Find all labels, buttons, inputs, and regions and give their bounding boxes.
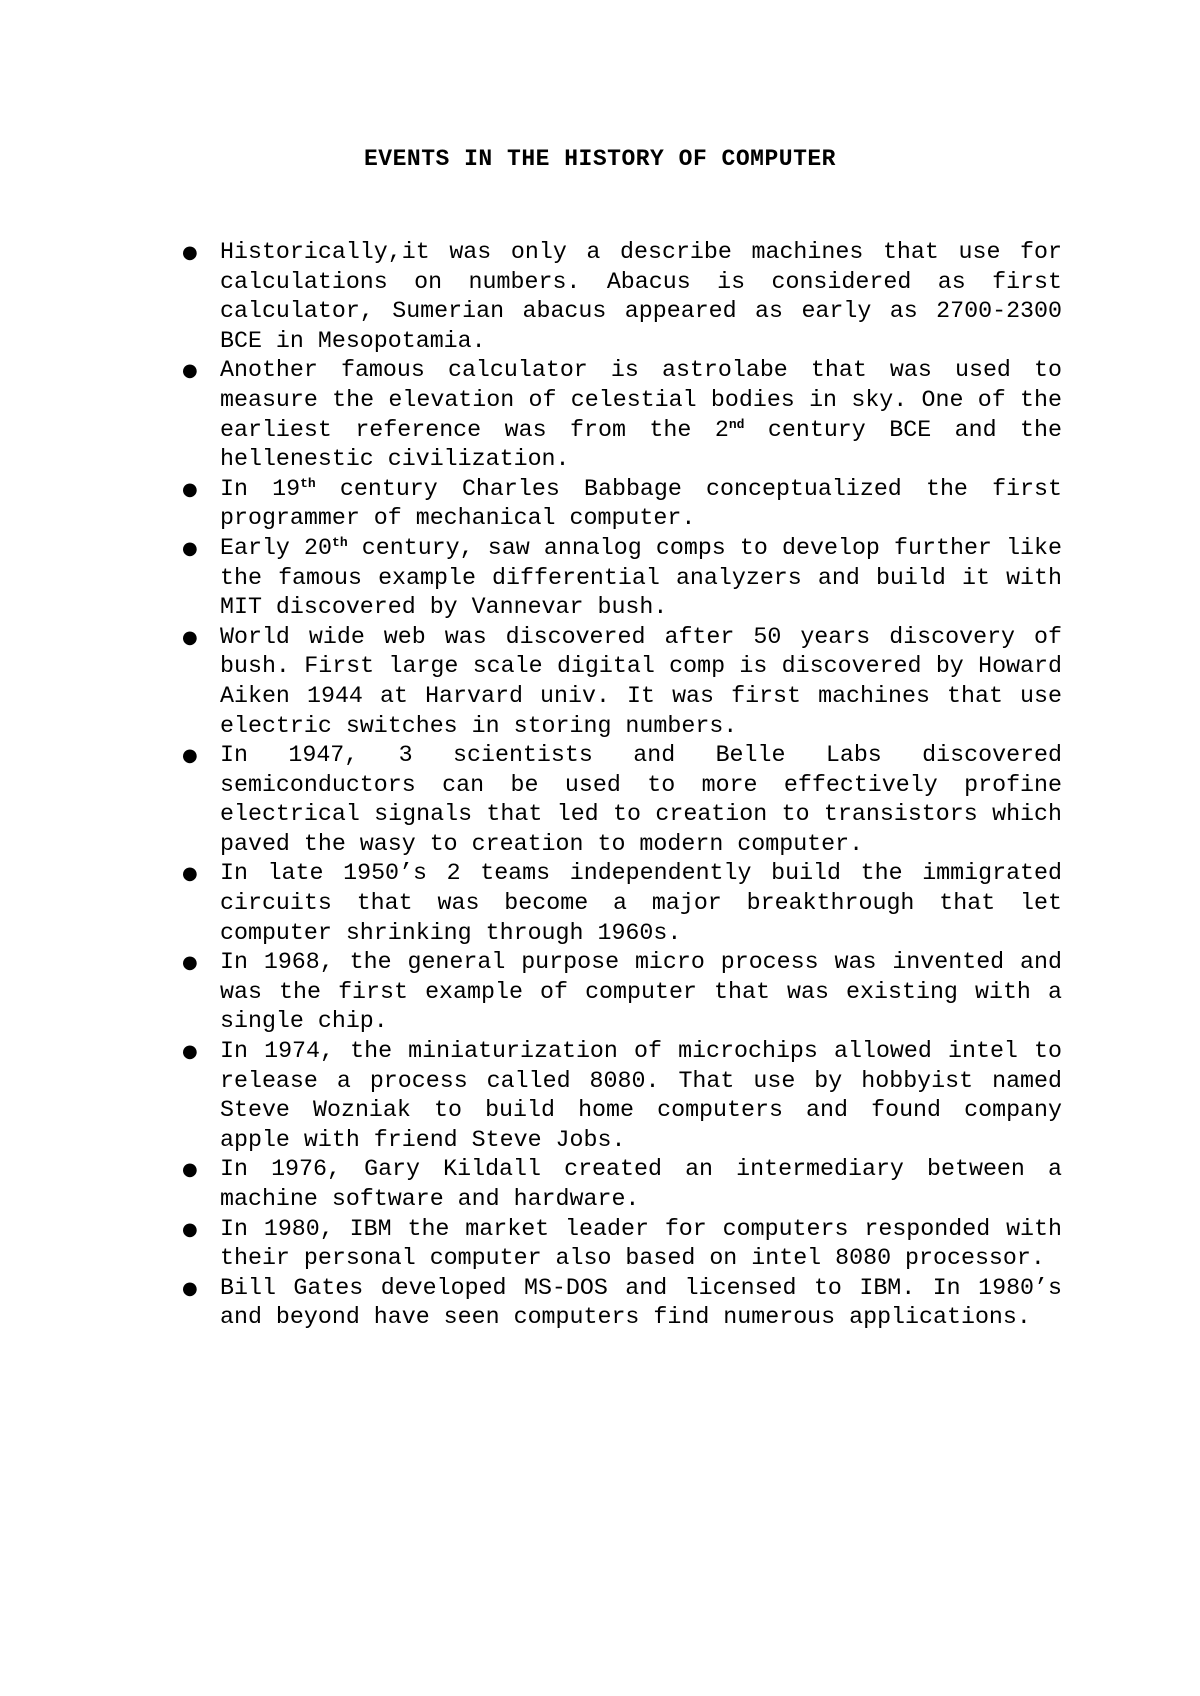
- list-item: [182, 741, 1062, 859]
- list-item: [182, 238, 1062, 356]
- bullet-icon: ●: [182, 952, 198, 974]
- list-item: [182, 948, 1062, 1037]
- ordinal-suffix: nd: [728, 416, 745, 432]
- list-item-text: In 1968, the general purpose micro process was invented and was the first example of computer that was existing with a single chip.: [220, 949, 1062, 1035]
- bullet-icon: ●: [182, 626, 198, 648]
- bullet-icon: ●: [182, 537, 198, 559]
- list-item-text: In 19: [220, 475, 301, 502]
- bullet-icon: ●: [182, 863, 198, 885]
- list-item-text: century BCE and the hellenestic civilization.: [220, 416, 1062, 473]
- list-item-text: World wide web was discovered after 50 years discovery of bush. First large scale digital comp is discovered by Howard Aiken 1944 at Harvard univ. It was first machines that use electric switches in storing numbers.: [220, 623, 1062, 739]
- events-list: [182, 238, 1062, 1333]
- list-item: [182, 534, 1062, 623]
- list-item: [182, 623, 1062, 741]
- bullet-icon: ●: [182, 745, 198, 767]
- list-item: [182, 1037, 1062, 1155]
- bullet-icon: ●: [182, 360, 198, 382]
- list-item-text: In 1947, 3 scientists and Belle Labs discovered semiconductors can be used to more effectively profine electrical signals that led to creation to transistors which paved the wasy to creation to modern computer.: [220, 742, 1062, 857]
- list-item-text: Bill Gates developed MS-DOS and licensed to IBM. In 1980’s and beyond have seen computers find numerous applications.: [220, 1274, 1062, 1331]
- page-title: EVENTS IN THE HISTORY OF COMPUTER: [364, 146, 836, 172]
- list-item-text: Early 20: [220, 534, 333, 561]
- bullet-icon: ●: [182, 1159, 198, 1181]
- list-item-text: Historically,it was only a describe machines that use for calculations on numbers. Abacus is considered as first calculator, Sumerian abacus appeared as early as 2700-2300 BCE in Mesopotamia.: [220, 239, 1062, 354]
- bullet-icon: ●: [182, 478, 198, 500]
- list-item: [182, 356, 1062, 474]
- bullet-icon: ●: [182, 1277, 198, 1299]
- bullet-icon: ●: [182, 1218, 198, 1240]
- list-item: [182, 475, 1062, 534]
- bullet-icon: ●: [182, 1041, 198, 1063]
- list-item: [182, 1155, 1062, 1214]
- list-item-text: In 1976, Gary Kildall created an intermediary between a machine software and hardware.: [220, 1156, 1062, 1212]
- list-item: [182, 1215, 1062, 1274]
- list-item: [182, 859, 1062, 948]
- ordinal-suffix: th: [332, 534, 348, 550]
- list-item-text: In late 1950’s 2 teams independently build the immigrated circuits that was become a major breakthrough that let computer shrinking through 1960s.: [220, 860, 1062, 946]
- list-item-text: century Charles Babbage conceptualized the first programmer of mechanical computer.: [220, 475, 1062, 532]
- list-item-text: In 1980, IBM the market leader for computers responded with their personal computer also based on intel 8080 processor.: [220, 1215, 1062, 1272]
- ordinal-suffix: th: [300, 475, 316, 491]
- list-item-text: In 1974, the miniaturization of microchips allowed intel to release a process called 8080. That use by hobbyist named Steve Wozniak to build home computers and found company apple with friend Steve Jobs.: [220, 1038, 1062, 1153]
- bullet-icon: ●: [182, 242, 198, 263]
- list-item-text: Another famous calculator is astrolabe that was used to measure the elevation of celestial bodies in sky. One of the earliest reference was from the 2: [220, 357, 1062, 443]
- list-item-text: century, saw annalog comps to develop further like the famous example differential analyzers and build it with MIT discovered by Vannevar bush.: [220, 534, 1062, 621]
- list-item: [182, 1274, 1062, 1333]
